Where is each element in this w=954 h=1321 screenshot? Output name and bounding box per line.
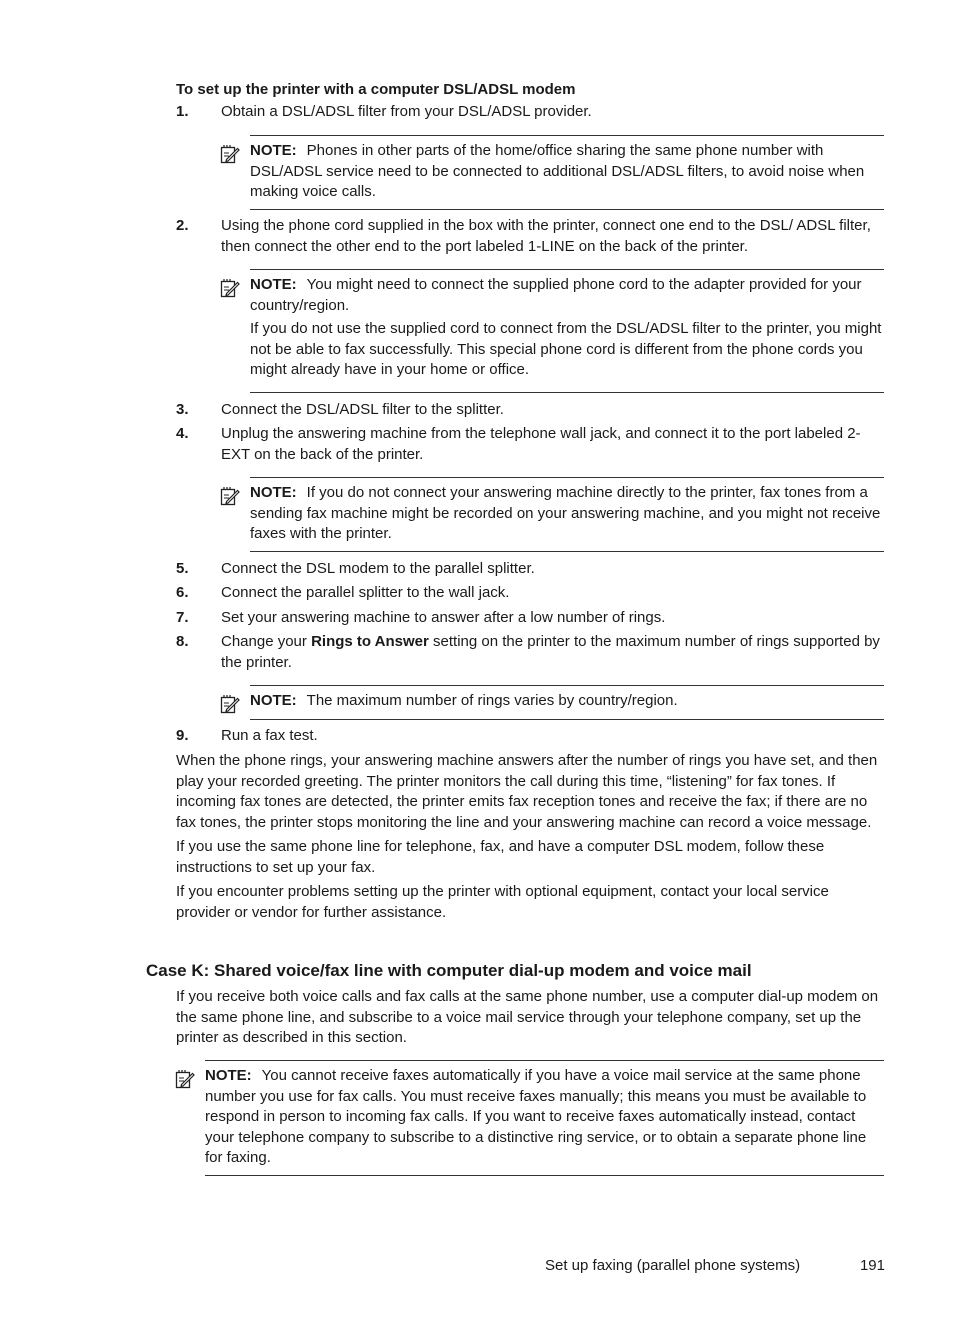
note-text (250, 275, 884, 316)
note-box (250, 135, 884, 210)
page-number: 191 (859, 1257, 885, 1274)
note-label: NOTE: (250, 276, 297, 293)
note-text (205, 1066, 884, 1169)
step-7 (176, 608, 886, 629)
note-text (250, 141, 884, 203)
step-number: 5. (176, 560, 189, 577)
step-text: Connect the DSL modem to the parallel splitter. (221, 560, 535, 577)
step-number: 3. (176, 401, 189, 418)
step-text (221, 632, 886, 673)
note-body: You cannot receive faxes automatically if you have a voice mail service at the same phone number you use for fax calls. You must receive faxes manually; this means you must be available to respond in person to incoming fax calls. If you want to receive faxes automatically instead, contact your telephone company to subscribe to a distinctive ring service, or to obtain a separate phone line for faxing. (205, 1067, 867, 1166)
note-pencil-icon (220, 278, 240, 298)
step-number: 4. (176, 425, 189, 442)
note-body: You might need to connect the supplied phone cord to the adapter provided for your country/region. (250, 276, 862, 314)
step-text: Obtain a DSL/ADSL filter from your DSL/ADSL provider. (221, 103, 592, 120)
step-2 (176, 216, 886, 257)
note-body: Phones in other parts of the home/office sharing the same phone number with DSL/ADSL service need to be connected to additional DSL/ADSL filters, to avoid noise when making voice calls. (250, 142, 865, 200)
step-1 (176, 102, 886, 123)
step-3 (176, 400, 886, 421)
note-pencil-icon (220, 694, 240, 714)
procedure-title: To set up the printer with a computer DSL/ADSL modem (176, 81, 576, 98)
footer-section-title: Set up faxing (parallel phone systems) (545, 1257, 801, 1274)
section-heading: Case K: Shared voice/fax line with computer dial-up modem and voice mail (146, 961, 752, 980)
body-paragraphs (176, 751, 886, 927)
note-label: NOTE: (205, 1067, 252, 1084)
step-number: 6. (176, 584, 189, 601)
step-text: Unplug the answering machine from the telephone wall jack, and connect it to the port labeled 2-EXT on the back of the printer. (221, 425, 861, 463)
step-text: Set your answering machine to answer after a low number of rings. (221, 609, 666, 626)
step-number: 9. (176, 727, 189, 744)
note-box (250, 269, 884, 393)
step-text: Connect the DSL/ADSL filter to the splitter. (221, 401, 504, 418)
step-text-part: setting on the printer to the maximum number of rings supported by the printer. (221, 633, 880, 671)
note-text (250, 483, 884, 545)
step-text: Run a fax test. (221, 727, 318, 744)
paragraph: If you receive both voice calls and fax calls at the same phone number, use a computer dial-up modem on the same phone line, and subscribe to a voice mail service through your telephone company, set up the printer as described in this section. (176, 988, 879, 1046)
paragraph: If you use the same phone line for telephone, fax, and have a computer DSL modem, follow these instructions to set up your fax. (176, 838, 825, 876)
step-5 (176, 559, 886, 580)
paragraph: If you encounter problems setting up the printer with optional equipment, contact your local service provider or vendor for further assistance. (176, 883, 829, 921)
step-8 (176, 632, 886, 673)
step-number: 7. (176, 609, 189, 626)
step-number: 8. (176, 633, 189, 650)
case-paragraph (176, 987, 886, 1053)
note-box (250, 477, 884, 552)
note-label: NOTE: (250, 142, 297, 159)
rings-to-answer-setting: Rings to Answer (311, 633, 429, 650)
note-text-2: If you do not use the supplied cord to connect from the DSL/ADSL filter to the printer, you might not be able to fax successfully. This special phone cord is different from the phone cords you might already have in your home or office. (250, 320, 882, 378)
note-body: If you do not connect your answering machine directly to the printer, fax tones from a sending fax machine might be recorded on your answering machine, and you might not receive faxes with the printer. (250, 484, 881, 542)
step-text: Using the phone cord supplied in the box with the printer, connect one end to the DSL/ ADSL filter, then connect the other end to the port labeled 1-LINE on the back of the printer. (221, 217, 871, 255)
note-box (205, 1060, 884, 1176)
note-body: The maximum number of rings varies by country/region. (306, 692, 678, 709)
note-pencil-icon (220, 144, 240, 164)
step-4 (176, 424, 886, 465)
step-number: 1. (176, 103, 189, 120)
note-text (250, 691, 884, 712)
note-box (250, 685, 884, 720)
step-9 (176, 726, 886, 747)
paragraph: When the phone rings, your answering machine answers after the number of rings you have set, and then play your recorded greeting. The printer monitors the call during this time, “listening” for fax tones. If incoming fax tones are detected, the printer emits fax reception tones and receive the fax; if there are no fax tones, the printer stops monitoring the line and your answering machine can record a voice message. (176, 752, 878, 831)
step-6 (176, 583, 886, 604)
step-number: 2. (176, 217, 189, 234)
step-text: Connect the parallel splitter to the wall jack. (221, 584, 510, 601)
step-text-part: Change your (221, 633, 312, 650)
note-label: NOTE: (250, 692, 297, 709)
note-pencil-icon (175, 1069, 195, 1089)
note-label: NOTE: (250, 484, 297, 501)
note-pencil-icon (220, 486, 240, 506)
